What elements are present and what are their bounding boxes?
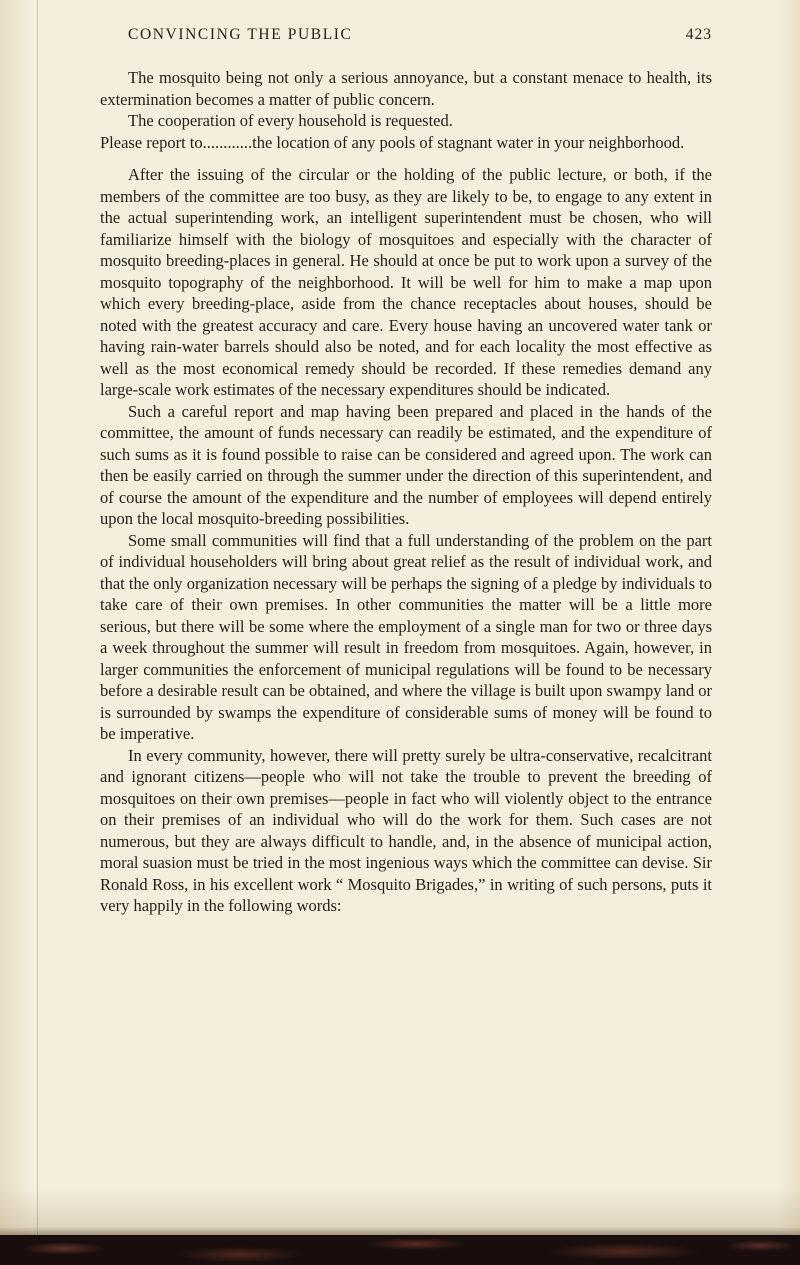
paragraph: Some small communities will find that a full understanding of the problem on the part of individual householders will bring about great relief as the result of individual work, and that the only organization necessary will be perhaps the signing of a pledge by individuals to take care of their own premises. In other communities the matter will be a little more serious, but there will be some where the employment of a single man for two or three days a week throughout the summer will result in freedom from mosquitoes. Again, however, in larger communities the enforcement of municipal regulations will be found to be necessary before a desirable result can be obtained, and where the village is built upon swampy land or is surrounded by swamps the expenditure of considerable sums of money will be found to be imperative.: [100, 530, 712, 743]
paragraph: The mosquito being not only a serious annoyance, but a constant menace to health, its extermination becomes a matter of public concern.: [100, 68, 712, 109]
page-bottom-shadow: [0, 1227, 800, 1235]
paragraph: After the issuing of the circular or the holding of the public lecture, or both, if the members of the committee are too busy, as they are likely to be, to engage to any extent in the actual superintending work, an intelligent superintendent must be chosen, who will familiarize himself with the biology of mosquitoes and especially with the character of mosquito breeding-places in general. He should at once be put to work upon a survey of the mosquito topography of the neighborhood. It will be well for him to make a map upon which every breeding-place, aside from the chance receptacles about houses, should be noted with the greatest accuracy and care. Every house having an uncovered water tank or having rain-water barrels should also be noted, and for each locality the most effective as well as the most economical remedy should be recorded. If these remedies demand any large-scale work estimates of the necessary expenditures should be indicated.: [100, 165, 712, 399]
page-body: [100, 67, 712, 917]
page-number: 423: [685, 26, 712, 43]
paragraph: Such a careful report and map having been prepared and placed in the hands of the committee, the amount of funds necessary can readily be estimated, and the expenditure of such sums as it is found possible to raise can be considered and agreed upon. The work can then be easily carried on through the summer under the direction of this superintendent, and of course the amount of the expenditure and the number of employees will depend entirely upon the local mosquito-breeding possibilities.: [100, 401, 712, 528]
book-bottom-edge: [0, 1235, 800, 1265]
page-crease-line: [37, 0, 38, 1235]
page-header-title: CONVINCING THE PUBLIC: [128, 26, 353, 43]
paragraph: Please report to............the location of any pools of stagnant water in your neighborhood.: [100, 132, 685, 152]
paragraph: In every community, however, there will pretty surely be ultra-conservative, recalcitrant and ignorant citizens—people who will not take the trouble to prevent the breeding of mosquitoes on their own premises—people in fact who will violently object to the entrance on their premises of an individual who will do the work for them. Such cases are not numerous, but they are always difficult to handle, and, in the absence of municipal action, moral suasion must be tried in the most ingenious ways which the committee can devise. Sir Ronald Ross, in his excellent work “ Mosquito Brigades,” in writing of such persons, puts it very happily in the following words:: [100, 745, 712, 915]
paragraph: The cooperation of every household is requested.: [128, 111, 453, 130]
running-head: [100, 26, 712, 44]
